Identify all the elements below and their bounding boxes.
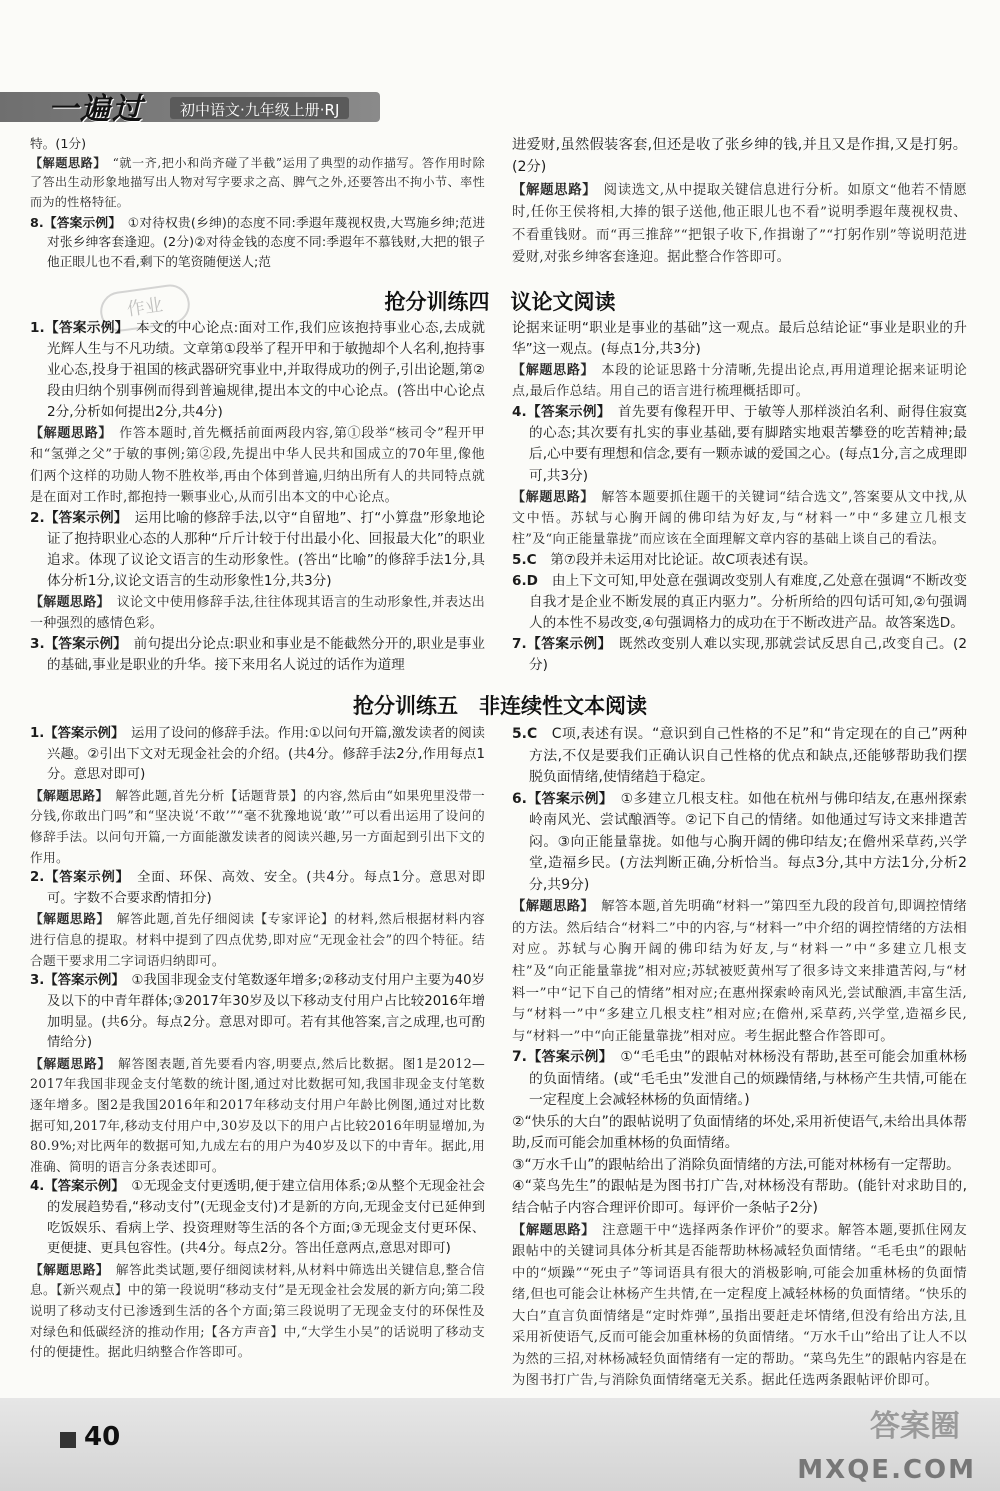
paragraph-text: 特。(1分) <box>30 136 87 151</box>
question-number: 8. <box>30 214 44 230</box>
answer-tag: 【答案示例】 <box>44 973 132 989</box>
text-paragraph <box>512 134 967 179</box>
section-4-title: 抢分训练四 议论文阅读 <box>384 290 616 314</box>
paragraph-text: ①对待权贵(乡绅)的态度不同:季遐年蔑视权贵,大骂施乡绅;范进对张乡绅客套逢迎。(2分)②对待金钱的态度不同:季遐年不慕钱财,大把的银子他正眼儿也不看,剩下的笔资随便送人;范 <box>47 214 486 270</box>
paragraph-text: ③“万水千山”的跟帖给出了消除负面情绪的方法,可能对林杨有一定帮助。 <box>512 1156 960 1173</box>
answer-paragraph <box>512 634 967 676</box>
answer-tag: 【答案示例】 <box>43 214 128 230</box>
analysis-paragraph <box>30 1260 485 1363</box>
question-number: 3. <box>30 636 45 653</box>
paragraph-text: 解答本题,首先明确“材料一”第四至九段的段首句,即调控情绪的方法。然后结合“材料二”中的内容,与“材料一”中介绍的调控情绪的方法相对应。苏轼与心胸开阔的佛印结为好友,与“材料一”中“多建立几根支柱”及“向正能量靠拢”相对应;苏轼被贬黄州写了很多诗文来排遣苦闷,与“材料一”中“记下自己的情绪”相对应;在惠州探索岭南风光,尝试酿酒,丰富生活,与“材料一”中“多建立几根支柱”相对应;在儋州,采草药,兴学堂,造福乡民,与“材料一”中“向正能量靠拢”相对应。考生据此整合作答即可。 <box>512 899 967 1044</box>
paragraph-text: 运用比喻的修辞手法,以守“自留地”、打“小算盘”形象地论证了抱持职业心态的人那种“斤斤计较于付出最小化、回报最大化”的职业追求。体现了议论文语言的生动形象性。(答出“比喻”的修辞手法1分,具体分析1分,议论文语言的生动形象性1分,共3分) <box>47 509 485 589</box>
question-number: 1. <box>30 320 45 336</box>
answer-tag: C <box>526 726 552 742</box>
paragraph-text: 由上下文可知,甲处意在强调改变别人有难度,乙处意在强调“不断改变自我才是企业不断发展的真正内驱力”。分析所给的四句话可知,②句强调人的本性不易改变,④句强调格力的成功在于不断改进产品。故答案选D。 <box>529 572 967 632</box>
analysis-paragraph <box>512 896 967 1047</box>
paragraph-text: 解答图表题,首先要看内容,明要点,然后比数据。图1是2012—2017年我国非现金支付笔数的统计图,通过对比数据可知,我国非现金支付笔数逐年增多。图2是我国2016年和2017年移动支付用户年龄比例图,通过对比数据可知,2017年,移动支付用户中,30岁及以下的用户占比较2016年明显增加,为80.9%;对比两年的数据可知,九成左右的用户为40岁及以下的中青年。据此,用准确、简明的语言分条表述即可。 <box>30 1055 485 1174</box>
analysis-paragraph <box>512 179 967 270</box>
top-left-column <box>30 134 485 272</box>
paragraph-text: 解答此类试题,要仔细阅读材料,从材料中筛选出关键信息,整合信息。【新兴观点】中的第一段说明“移动支付”是无现金社会发展的新方向;第二段说明了移动支付已渗透到生活的各个方面;第三段说明了无现金支付的环保性及对绿色和低碳经济的推动作用;【各方声音】中,“大学生小吴”的话说明了移动支付的便捷性。据此归纳整合作答即可。 <box>30 1261 486 1360</box>
answer-tag: 【解题思路】 <box>30 155 113 170</box>
answer-paragraph <box>30 213 485 272</box>
paragraph-text: “就一齐,把小和尚齐碰了半截”运用了典型的动作描写。答作用时除了答出生动形象地描写出人物对写字要求之高、脾气之外,还要答出不拘小节、率性而为的性格特征。 <box>30 155 485 210</box>
analysis-paragraph <box>30 423 485 507</box>
analysis-paragraph <box>30 592 485 634</box>
answer-paragraph <box>30 318 485 423</box>
paragraph-text: 进爱财,虽然假装客套,但还是收了张乡绅的钱,并且又是作揖,又是打躬。(2分) <box>512 137 967 176</box>
question-number: 7. <box>512 636 527 653</box>
paragraph-text: 解答此题,首先分析【话题背景】的内容,然后由“如果兜里没带一分钱,你敢出门吗”和“坚决说‘不敢’”“毫不犹豫地说‘敢’”可以看出运用了设问的修辞手法。以问句开篇,一方面能激发读者的阅读兴趣,另一方面起到引出下文的作用。 <box>30 787 485 865</box>
answer-tag: 【答案示例】 <box>44 509 135 526</box>
text-paragraph <box>512 1176 967 1219</box>
s5-right-column <box>512 724 967 1392</box>
paragraph-text: ①无现金支付更透明,便于建立信用体系;②从整个无现金社会的发展趋势看,“移动支付”(无现金支付)才是新的方向,无现金支付已延伸到吃饭娱乐、看病上学、投资理财等生活的各个方面;③无现金支付更环保、更便捷、更具包容性。(共4分。每点2分。答出任意两点,意思对即可) <box>47 1179 486 1257</box>
question-number: 7. <box>512 1049 527 1066</box>
answer-tag: 【答案示例】 <box>44 870 138 886</box>
watermark-brand: 答案圈 <box>870 1409 960 1444</box>
answer-tag: 【解题思路】 <box>30 426 120 442</box>
s5-left-column <box>30 724 485 1363</box>
answer-paragraph <box>30 971 485 1053</box>
answer-paragraph <box>512 789 967 897</box>
answer-tag: 【答案示例】 <box>526 1049 621 1066</box>
answer-paragraph <box>512 550 967 571</box>
answer-tag: 【解题思路】 <box>30 787 116 803</box>
answer-tag: 【解题思路】 <box>30 1261 116 1277</box>
paragraph-text: 本文的中心论点:面对工作,我们应该抱持事业心态,去成就光辉人生与不凡功绩。文章第①段举了程开甲和于敏抛却个人名利,抱持事业心态,投身于祖国的核武器研究事业中,并取得成功的例子,引出论题,第②段由归纳个别事例而得到普遍规律,提出本文的中心论点。(答出中心论点2分,分析如何提出2分,共4分) <box>47 320 485 421</box>
paragraph-text: ④“菜鸟先生”的跟帖是为图书打广告,对林杨没有帮助。(能针对求助目的,结合帖子内容合理评价即可。每评价一条帖子2分) <box>512 1178 967 1217</box>
question-number: 6. <box>512 572 527 589</box>
paragraph-text: 第⑦段并未运用对比论证。故C项表述有误。 <box>550 551 817 568</box>
paragraph-text: 本段的论证思路十分清晰,先提出论点,再用道理论据来证明论点,最后作总结。用自己的语言进行梳理概括即可。 <box>512 363 967 400</box>
text-paragraph <box>30 134 485 154</box>
answer-tag: 【答案示例】 <box>526 790 621 807</box>
answer-tag: 【答案示例】 <box>44 726 132 741</box>
answer-tag: 【解题思路】 <box>512 899 602 915</box>
s4-right-column <box>512 318 967 676</box>
answer-tag: 【答案示例】 <box>44 636 134 653</box>
answer-tag: 【解题思路】 <box>30 911 117 927</box>
homework-stamp: 作业 <box>98 282 193 334</box>
answer-tag: C <box>526 551 551 568</box>
analysis-paragraph <box>512 1220 967 1392</box>
answer-tag: 【答案示例】 <box>44 1179 132 1195</box>
paragraph-text: 既然改变别人难以实现,那就尝试反思自己,改变自己。(2分) <box>529 636 967 674</box>
series-logo: 一遍过 <box>48 92 144 127</box>
paragraph-text: 注意题干中“选择两条作评价”的要求。解答本题,要抓住网友跟帖中的关键词具体分析其是否能帮助林杨减轻负面情绪。“毛毛虫”的跟帖中的“烦躁”“死虫子”等词语具有很大的消极影响,可能会加重林杨的负面情绪,但也可能会让林杨产生共情,在一定程度上减轻林杨的负面情绪。“快乐的大白”直言负面情绪是“定时炸弹”,虽指出要赶走坏情绪,但没有给出方法,且采用祈使语气,反而可能会加重林杨的负面情绪。“万水千山”给出了让人不以为然的三招,对林杨减轻负面情绪有一定的帮助。“菜鸟先生”的跟帖内容是在为图书打广告,与消除负面情绪毫无关系。据此任选两条跟帖评价即可。 <box>512 1222 967 1389</box>
paragraph-text: ②“快乐的大白”的跟帖说明了负面情绪的坏处,采用祈使语气,未给出具体帮助,反而可能会加重林杨的负面情绪。 <box>512 1113 967 1152</box>
question-number: 4. <box>512 404 527 421</box>
question-number: 4. <box>30 1179 45 1195</box>
paragraph-text: 议论文中使用修辞手法,往往体现其语言的生动形象性,并表达出一种强烈的感情色彩。 <box>30 595 485 632</box>
answer-tag: 【解题思路】 <box>512 1222 603 1238</box>
analysis-paragraph <box>30 909 485 971</box>
paragraph-text: 作答本题时,首先概括前面两段内容,第①段举“核司令”程开甲和“氢弹之父”于敏的事例;第②段,先提出中华人民共和国成立的70年里,像他们两个这样的功勋人物不胜枚举,再由个体到普遍,归纳出所有人的共同特点就是在面对工作时,都抱持一颗事业心,从而引出本文的中心论点。 <box>30 426 485 505</box>
top-right-column <box>512 134 967 269</box>
analysis-paragraph <box>512 360 967 402</box>
paragraph-text: ①我国非现金支付笔数逐年增多;②移动支付用户主要为40岁及以下的中青年群体;③2017年30岁及以下移动支付用户占比较2016年增加明显。(共6分。每点2分。意思对即可。若有其他答案,言之成理,也可酌情给分) <box>47 973 485 1051</box>
answer-paragraph <box>30 868 485 909</box>
answer-tag: 【解题思路】 <box>512 489 602 505</box>
paragraph-text: 全面、环保、高效、安全。(共4分。每点1分。意思对即可。字数不合要求酌情扣分) <box>47 870 485 906</box>
paragraph-text: ①“毛毛虫”的跟帖对林杨没有帮助,甚至可能会加重林杨的负面情绪。(或“毛毛虫”发泄自己的烦躁情绪,与林杨产生共情,可能在一定程度上会减轻林杨的负面情绪。) <box>529 1049 967 1109</box>
answer-tag: 【解题思路】 <box>30 1055 119 1071</box>
answer-paragraph <box>512 402 967 486</box>
page-footer <box>0 1398 1000 1491</box>
question-number: 1. <box>30 726 45 741</box>
s4-left-column <box>30 318 485 676</box>
book-label: 初中语文·九年级上册·RJ <box>170 97 349 119</box>
answer-tag: D <box>526 572 552 589</box>
answer-paragraph <box>512 724 967 789</box>
text-paragraph <box>512 1155 967 1177</box>
answer-tag: 【答案示例】 <box>526 636 620 653</box>
question-number: 2. <box>30 870 45 886</box>
text-paragraph <box>512 1112 967 1155</box>
page-marker <box>60 1432 76 1448</box>
answer-paragraph <box>30 508 485 592</box>
paragraph-text: 运用了设问的修辞手法。作用:①以问句开篇,激发读者的阅读兴趣。②引出下文对无现金社会的介绍。(共4分。修辞手法2分,作用每点1分。意思对即可) <box>47 726 485 783</box>
answer-paragraph <box>30 1177 485 1259</box>
section-5-title: 抢分训练五 非连续性文本阅读 <box>353 694 647 718</box>
answer-paragraph <box>512 1047 967 1112</box>
page-header <box>0 84 1000 134</box>
question-number: 2. <box>30 509 45 526</box>
page-number: 40 <box>84 1422 121 1452</box>
paragraph-text: 前句提出分论点:职业和事业是不能截然分开的,职业是事业的基础,事业是职业的升华。接下来用名人说过的话作为道理 <box>47 636 485 674</box>
answer-tag: 【答案示例】 <box>526 404 619 421</box>
paragraph-text: 解答本题要抓住题干的关键词“结合选文”,答案要从文中找,从文中悟。苏轼与心胸开阔的佛印结为好友,与“材料一”中“多建立几根支柱”及“向正能量靠拢”而应该在全面理解文章内容的基础上谈自己的看法。 <box>512 489 967 547</box>
paragraph-text: C项,表述有误。“意识到自己性格的不足”和“肯定现在的自己”两种方法,不仅是要我们正确认识自己性格的优点和缺点,还能够帮助我们摆脱负面情绪,使情绪趋于稳定。 <box>529 726 967 786</box>
paragraph-text: 论据来证明“职业是事业的基础”这一观点。最后总结论证“事业是职业的升华”这一观点。(每点1分,共3分) <box>512 320 967 358</box>
paragraph-text: ①多建立几根支柱。如他在杭州与佛印结友,在惠州探索岭南风光、尝试酿酒等。②记下自己的情绪。如他通过写诗文来排遣苦闷。③向正能量靠拢。如他与心胸开阔的佛印结友;在儋州采草药,兴学堂,造福乡民。(方法判断正确,分析恰当。每点3分,其中方法1分,分析2分,共9分) <box>529 790 967 893</box>
answer-paragraph <box>512 571 967 634</box>
question-number: 5. <box>512 726 527 742</box>
watermark-site: MXQE.COM <box>797 1455 976 1485</box>
answer-tag: 【解题思路】 <box>512 363 602 379</box>
answer-tag: 【解题思路】 <box>512 181 604 198</box>
analysis-paragraph <box>512 487 967 550</box>
answer-tag: 【解题思路】 <box>30 595 117 611</box>
text-paragraph <box>512 318 967 360</box>
analysis-paragraph <box>30 154 485 213</box>
answer-paragraph <box>30 724 485 786</box>
paragraph-text: 阅读选文,从中提取关键信息进行分析。如原文“他若不情愿时,任你王侯将相,大捧的银子送他,他正眼儿也不看”说明季遐年蔑视权贵、不看重钱财。而“再三推辞”“把银子收下,作揖谢了”“打躬作别”等说明范进爱财,对张乡绅客套逢迎。据此整合作答即可。 <box>512 182 967 266</box>
answer-tag: 【答案示例】 <box>44 320 136 336</box>
paragraph-text: 解答此题,首先仔细阅读【专家评论】的材料,然后根据材料内容进行信息的提取。材料中提到了四点优势,即对应“无现金社会”的四个特征。结合题干要求用二字词语归纳即可。 <box>30 911 486 968</box>
paragraph-text: 首先要有像程开甲、于敏等人那样淡泊名利、耐得住寂寞的心态;其次要有扎实的事业基础,要有脚踏实地艰苦攀登的吃苦精神;最后,心中要有理想和信念,要有一颗赤诚的爱国之心。(每点1分,言之成理即可,共3分) <box>529 404 968 484</box>
question-number: 6. <box>512 790 527 807</box>
analysis-paragraph <box>30 1054 485 1178</box>
answer-paragraph <box>30 634 485 676</box>
question-number: 3. <box>30 973 45 989</box>
analysis-paragraph <box>30 786 485 868</box>
question-number: 5. <box>512 551 527 568</box>
